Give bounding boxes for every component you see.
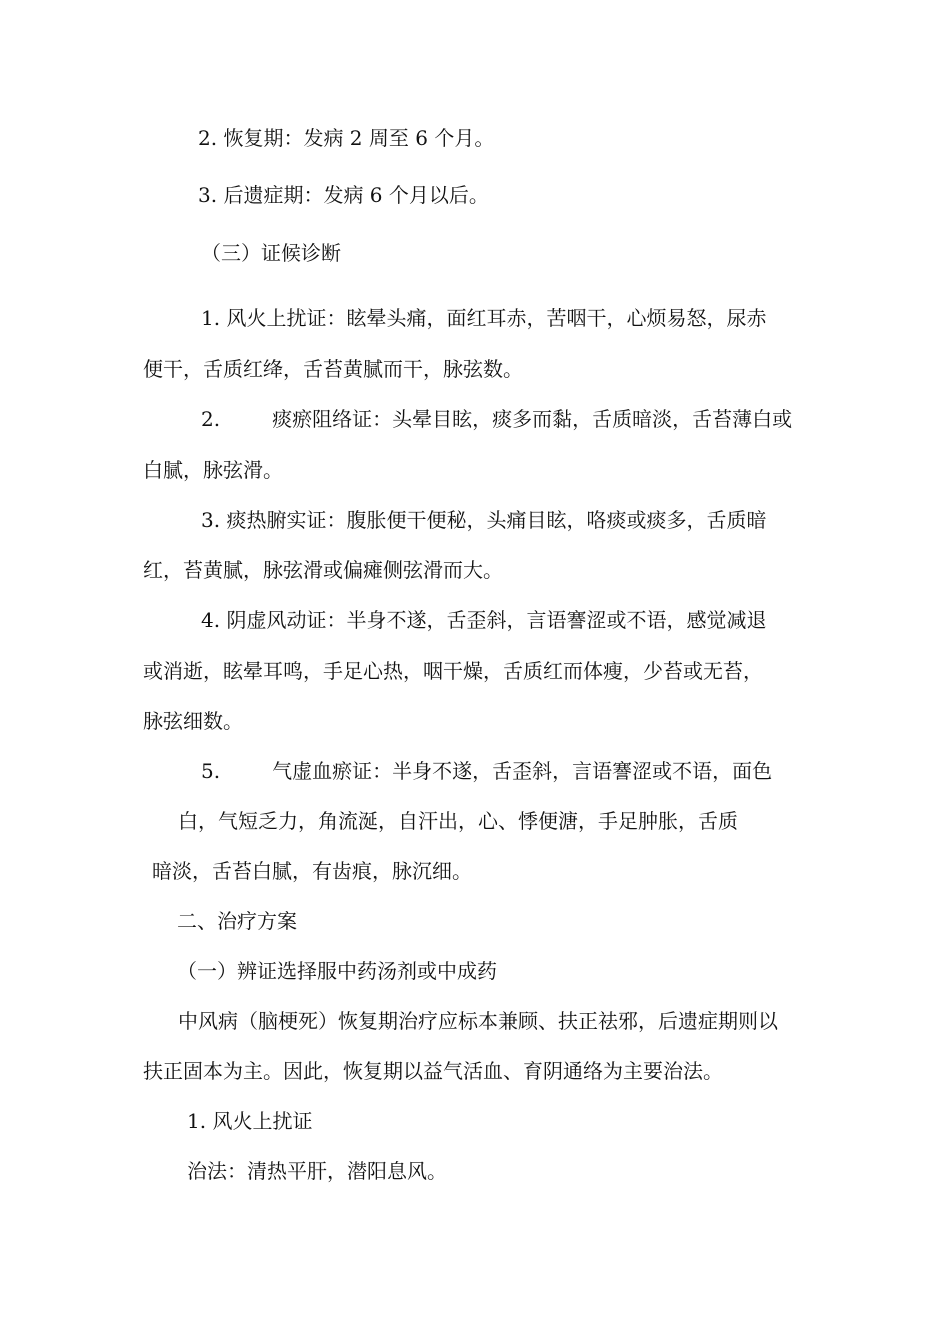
text-line: 脉弦细数。 (143, 709, 243, 733)
text-line: 1. 风火上扰证 (187, 1109, 313, 1133)
text-line: 便干，舌质红绛，舌苔黄腻而干，脉弦数。 (143, 357, 523, 381)
text-line: 中风病（脑梗死）恢复期治疗应标本兼顾、扶正祛邪，后遗症期则以 (178, 1009, 778, 1033)
text-line (201, 406, 792, 432)
text-line: 1. 风火上扰证：眩晕头痛，面红耳赤，苦咽干，心烦易怒，尿赤 (201, 306, 767, 330)
text-line: 白腻，脉弦滑。 (143, 458, 283, 482)
section-heading: 二、治疗方案 (177, 909, 297, 933)
text-line: 或消逝，眩晕耳鸣，手足心热，咽干燥，舌质红而体瘦，少苔或无苔， (143, 659, 763, 683)
text-line: 扶正固本为主。因此，恢复期以益气活血、育阴通络为主要治法。 (143, 1059, 723, 1083)
item-number: 2. (201, 407, 221, 431)
text-line: 白，气短乏力，角流涎，自汗出，心、悸便溏，手足肿胀，舌质 (178, 809, 738, 833)
text-line: 3. 痰热腑实证：腹胀便干便秘，头痛目眩，咯痰或痰多，舌质暗 (201, 508, 767, 532)
text-line: 暗淡，舌苔白腻，有齿痕，脉沉细。 (152, 859, 472, 883)
item-text: 痰瘀阻络证：头晕目眩，痰多而黏，舌质暗淡，舌苔薄白或 (272, 407, 793, 431)
text-line: 红，苔黄腻，脉弦滑或偏瘫侧弦滑而大。 (143, 558, 503, 582)
text-line: 4. 阴虚风动证：半身不遂，舌歪斜，言语謇涩或不语，感觉减退 (201, 608, 767, 632)
text-line (201, 758, 772, 784)
item-text: 气虚血瘀证：半身不遂，舌歪斜，言语謇涩或不语，面色 (272, 759, 773, 783)
text-line: 2. 恢复期：发病 2 周至 6 个月。 (198, 126, 495, 150)
text-line: 治法：清热平肝，潜阳息风。 (187, 1159, 447, 1183)
item-number: 5. (201, 759, 221, 783)
section-heading: （三）证候诊断 (201, 241, 341, 265)
subsection-heading: （一）辨证选择服中药汤剂或中成药 (177, 959, 497, 983)
text-line: 3. 后遗症期：发病 6 个月以后。 (198, 183, 489, 207)
